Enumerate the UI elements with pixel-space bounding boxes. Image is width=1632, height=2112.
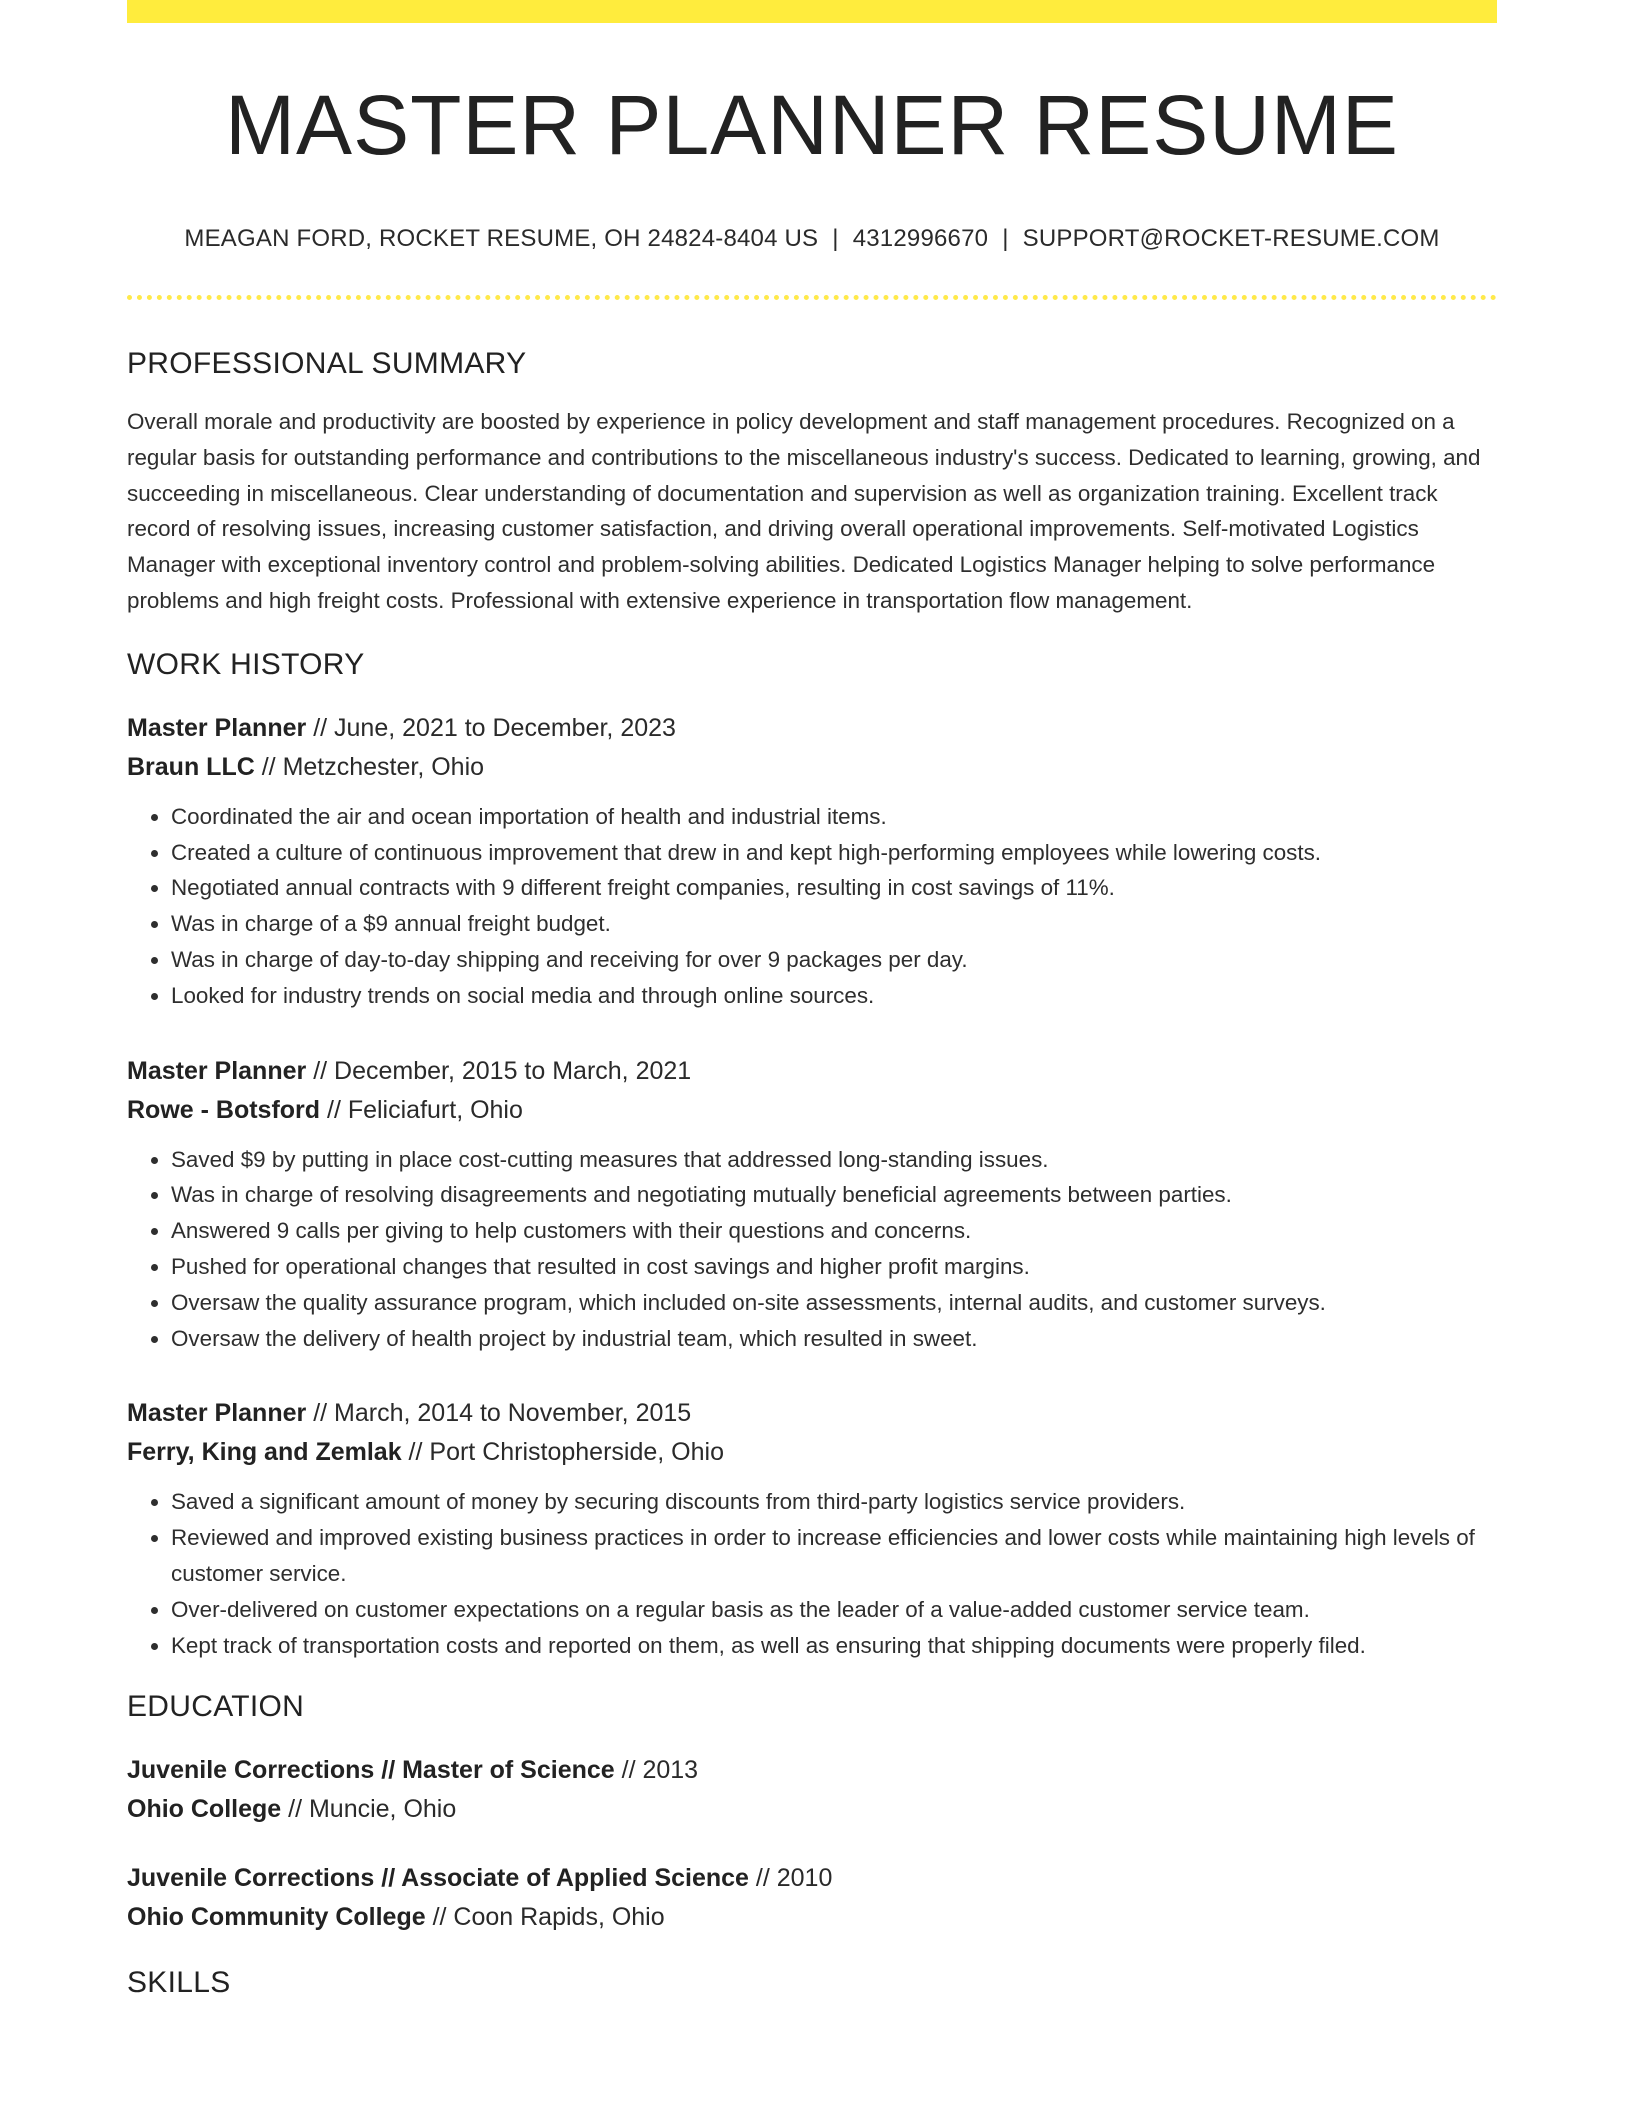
contact-phone: 4312996670 [852,225,989,252]
job-dates: // June, 2021 to December, 2023 [306,713,676,742]
education-location: // Coon Rapids, Ohio [425,1903,665,1932]
job-dates: // December, 2015 to March, 2021 [306,1056,692,1085]
job-company-line [127,1433,1497,1472]
contact-separator: | [1002,225,1009,252]
list-item: • Oversaw the quality assurance program, which included on-site assessments, internal audits, and customer surveys. [171,1285,1497,1321]
job-company: Rowe - Botsford [127,1095,321,1124]
list-item: • Looked for industry trends on social media and through online sources. [171,978,1497,1014]
summary-heading: PROFESSIONAL SUMMARY [127,347,527,380]
job-location: // Feliciafurt, Ohio [320,1095,523,1124]
education-year: // 2010 [748,1864,833,1893]
job-dates: // March, 2014 to November, 2015 [306,1399,692,1428]
job-title: Master Planner [127,713,307,742]
list-item: • Reviewed and improved existing business practices in order to increase efficiencies and lower costs while maintaining high levels of customer service. [171,1520,1497,1592]
accent-top-bar [127,0,1497,23]
job-bullets [127,1142,1497,1357]
list-item: • Over-delivered on customer expectations on a regular basis as the leader of a value-added customer service team. [171,1592,1497,1628]
list-item: • Was in charge of a $9 annual freight budget. [171,906,1497,942]
list-item: • Kept track of transportation costs and reported on them, as well as ensuring that shipping documents were properly filed. [171,1628,1497,1664]
education-entry [127,1751,1497,1829]
list-item: • Pushed for operational changes that resulted in cost savings and higher profit margins. [171,1249,1497,1285]
education-heading: EDUCATION [127,1690,305,1724]
list-item: • Was in charge of day-to-day shipping and receiving for over 9 packages per day. [171,942,1497,978]
education-school-line [127,1898,1497,1937]
dotted-divider [127,295,1497,300]
resume-title: MASTER PLANNER RESUME [225,78,1399,172]
job-company: Braun LLC [127,752,255,781]
job-entry [127,1394,1497,1663]
education-degree: Juvenile Corrections // Master of Science [127,1756,615,1785]
job-title: Master Planner [127,1056,307,1085]
education-school-line [127,1790,1497,1829]
job-title: Master Planner [127,1399,307,1428]
contact-separator: | [832,225,839,252]
list-item: • Created a culture of continuous improvement that drew in and kept high-performing employees while lowering costs. [171,835,1497,871]
summary-text: Overall morale and productivity are boosted by experience in policy development and staff management procedures. Recognized on a regular basis for outstanding performance and contributions to the miscellaneous industry's success. Dedicated to learning, growing, and succeeding in miscellaneous. Clear understanding of documentation and supervision as well as organization training. Excellent track record of resolving issues, increasing customer satisfaction, and driving overall operational improvements. Self-motivated Logistics Manager with exceptional inventory control and problem-solving abilities. Dedicated Logistics Manager helping to solve performance problems and high freight costs. Professional with extensive experience in transportation flow management. [127,409,1481,613]
education-location: // Muncie, Ohio [281,1795,457,1824]
list-item: • Saved $9 by putting in place cost-cutting measures that addressed long-standing issues. [171,1142,1497,1178]
job-title-line [127,1052,1497,1091]
contact-line [127,225,1497,253]
job-entry [127,1052,1497,1357]
work-history-heading: WORK HISTORY [127,647,365,681]
education-degree-line [127,1751,1497,1790]
job-company-line [127,748,1497,787]
job-location: // Port Christopherside, Ohio [401,1438,724,1467]
job-title-line [127,709,1497,748]
list-item: • Coordinated the air and ocean importation of health and industrial items. [171,799,1497,835]
job-location: // Metzchester, Ohio [254,752,485,781]
job-company: Ferry, King and Zemlak [127,1438,402,1467]
education-entry [127,1859,1497,1937]
resume-page [127,0,1497,2001]
education-school: Ohio College [127,1795,282,1824]
job-bullets [127,1484,1497,1663]
job-title-line [127,1394,1497,1433]
list-item: • Was in charge of resolving disagreements and negotiating mutually beneficial agreements between parties. [171,1177,1497,1213]
list-item: • Negotiated annual contracts with 9 different freight companies, resulting in cost savings of 11%. [171,870,1497,906]
education-degree-line [127,1859,1497,1898]
education-year: // 2013 [614,1756,699,1785]
education-degree: Juvenile Corrections // Associate of Applied Science [127,1864,749,1893]
education-school: Ohio Community College [127,1903,426,1932]
contact-email: SUPPORT@ROCKET-RESUME.COM [1022,225,1440,252]
list-item: • Oversaw the delivery of health project by industrial team, which resulted in sweet. [171,1321,1497,1357]
job-entry [127,709,1497,1014]
skills-heading: SKILLS [127,1966,231,2000]
list-item: • Saved a significant amount of money by securing discounts from third-party logistics service providers. [171,1484,1497,1520]
contact-address: MEAGAN FORD, ROCKET RESUME, OH 24824-8404 US [184,225,819,252]
job-company-line [127,1091,1497,1130]
job-bullets [127,799,1497,1014]
list-item: • Answered 9 calls per giving to help customers with their questions and concerns. [171,1213,1497,1249]
